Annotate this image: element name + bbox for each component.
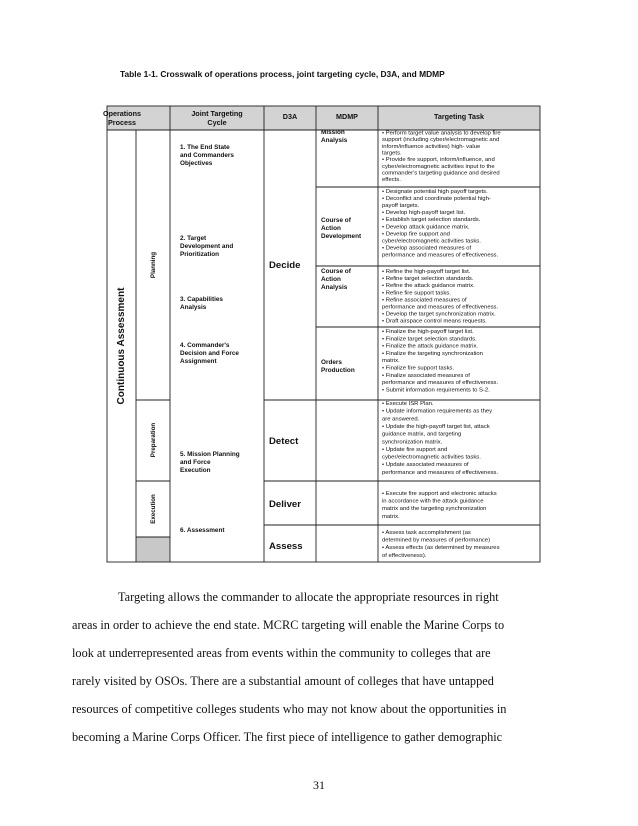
jtc-step-5-line3: Execution [180, 467, 211, 474]
task-line: inform/influence activities) high- value [382, 143, 481, 150]
d3a-assess: Assess [269, 541, 303, 552]
task-line: performance and measures of effectiveness. [382, 469, 499, 476]
task-line: • Finalize target selection standards. [382, 336, 477, 343]
mdmp-mission-analysis-line1: Mission [321, 129, 345, 136]
task-line: performance and measures of effectiveness. [382, 252, 499, 259]
phase-execution: Execution [150, 494, 157, 524]
header-jtc-line2: Cycle [207, 118, 227, 127]
task-line: targets. [382, 150, 402, 157]
task-line: • Designate potential high payoff targets. [382, 189, 488, 195]
task-line: are answered. [382, 416, 420, 423]
mdmp-coa-analysis-line1: Course of [321, 268, 351, 275]
task-line: • Update fire support and [382, 446, 448, 453]
phase-planning: Planning [150, 251, 157, 279]
task-line: • Develop fire support and [382, 231, 450, 238]
task-line: • Assess effects (as determined by measures [382, 545, 500, 552]
jtc-step-1-line3: Objectives [180, 160, 213, 167]
jtc-step-3-line1: 3. Capabilities [180, 296, 223, 303]
phase-preparation: Preparation [150, 422, 157, 458]
task-line: cyber/electromagnetic activities tasks. [382, 238, 481, 245]
task-line: cyber/electromagnetic activities input to the [382, 163, 495, 170]
table-caption: Table 1-1. Crosswalk of operations process, joint targeting cycle, D3A, and MDMP [120, 69, 445, 79]
page-number: 31 [313, 778, 325, 792]
task-line: in accordance with the attack guidance [382, 498, 484, 505]
header-ops-line2: Process [108, 118, 136, 127]
task-line: • Develop associated measures of [382, 245, 472, 252]
mdmp-orders-production-line1: Orders [321, 359, 342, 366]
task-coa-analysis [382, 269, 498, 325]
header-ops-line1: Operations [103, 109, 141, 118]
task-line: effects. [382, 177, 401, 184]
mdmp-coa-development-line2: Action [321, 225, 341, 232]
jtc-step-2-line1: 2. Target [180, 235, 207, 242]
task-line: cyber/electromagnetic activities tasks. [382, 454, 481, 461]
task-line: • Refine the attack guidance matrix. [382, 283, 475, 290]
task-line: • Finalize associated measures of [382, 372, 470, 379]
paragraph-line-1: Targeting allows the commander to allocate the appropriate resources in right [118, 590, 499, 604]
task-line: • Assess task accomplishment (as [382, 530, 471, 536]
jtc-step-2-line2: Development and [180, 243, 234, 250]
mdmp-coa-analysis-line3: Analysis [321, 284, 348, 291]
paragraph-line-2: areas in order to achieve the end state. MCRC targeting will enable the Marine Corps to [72, 618, 505, 632]
jtc-step-1-line1: 1. The End State [180, 144, 230, 151]
header-jtc-line1: Joint Targeting [191, 109, 243, 118]
jtc-step-2-line3: Prioritization [180, 251, 220, 258]
task-line: matrix and the targeting synchronization [382, 506, 487, 513]
paragraph-line-4: rarely visited by OSOs. There are a substantial amount of colleges that have untapped [72, 674, 494, 688]
task-line: • Refine fire support tasks. [382, 290, 451, 297]
task-line: payoff targets. [382, 203, 420, 210]
task-assess [382, 530, 500, 559]
mdmp-coa-development-line1: Course of [321, 217, 351, 224]
task-line: • Finalize fire support tasks. [382, 365, 455, 372]
d3a-detect: Detect [269, 436, 299, 447]
mdmp-coa-development-line3: Development [321, 233, 362, 240]
paragraph-line-6: becoming a Marine Corps Officer. The first piece of intelligence to gather demographic [72, 730, 503, 744]
task-line: matrix. [382, 513, 400, 520]
d3a-decide: Decide [269, 260, 301, 271]
task-line: performance and measures of effectiveness. [382, 304, 499, 311]
task-line: • Finalize the attack guidance matrix. [382, 343, 479, 350]
task-line: • Develop high-payoff target list. [382, 210, 466, 217]
task-line: performance and measures of effectiveness. [382, 380, 499, 387]
task-line: commander's targeting guidance and desired [382, 170, 500, 177]
task-deliver [382, 491, 497, 520]
task-line: • Update the high-payoff target list, attack [382, 423, 490, 430]
paragraph-line-5: resources of competitive colleges students who may not know about the opportunities in [72, 702, 507, 716]
d3a-deliver: Deliver [269, 499, 301, 510]
jtc-step-5-line2: and Force [180, 459, 211, 466]
task-line: • Execute ISR Plan. [382, 401, 434, 407]
task-line: of effectiveness). [382, 552, 427, 559]
task-mission-analysis [382, 131, 501, 184]
continuous-assessment-label: Continuous Assessment [116, 287, 127, 405]
task-line: guidance matrix, and targeting [382, 431, 462, 438]
task-line: • Develop the target synchronization matrix. [382, 311, 496, 318]
jtc-step-6: 6. Assessment [180, 527, 225, 534]
task-line: • Finalize the targeting synchronization [382, 350, 483, 357]
jtc-step-1-line2: and Commanders [180, 152, 234, 159]
task-line: • Establish target selection standards. [382, 217, 481, 224]
task-line: support (including cyber/electromagnetic and [382, 137, 500, 144]
task-line: matrix. [382, 358, 400, 365]
task-line: synchronization matrix. [382, 439, 443, 446]
header-mdmp: MDMP [336, 112, 358, 121]
mdmp-mission-analysis-line2: Analysis [321, 137, 348, 144]
task-line: • Deconflict and coordinate potential high- [382, 196, 491, 203]
mdmp-orders-production-line2: Production [321, 367, 355, 374]
task-line: • Refine the high-payoff target list. [382, 269, 471, 275]
task-line: • Develop attack guidance matrix. [382, 224, 470, 231]
header-d3a: D3A [282, 112, 298, 121]
task-line: • Update associated measures of [382, 462, 469, 469]
task-line: • Refine target selection standards. [382, 276, 474, 283]
task-orders-production [382, 329, 498, 393]
task-line: • Submit information requirements to S-2. [382, 387, 490, 394]
task-line: • Provide fire support, inform/influence, and [382, 157, 495, 164]
jtc-step-4-line1: 4. Commander's [180, 342, 230, 349]
task-line: • Draft airspace control means requests. [382, 318, 487, 325]
task-line: • Finalize the high-payoff target list. [382, 329, 474, 335]
mdmp-coa-analysis-line2: Action [321, 276, 341, 283]
task-line: • Execute fire support and electronic attacks [382, 491, 497, 497]
task-line: determined by measures of performance) [382, 537, 491, 544]
header-task: Targeting Task [433, 112, 485, 121]
jtc-step-5-line1: 5. Mission Planning [180, 451, 240, 458]
paragraph-line-3: look at underrepresented areas from events within the community to colleges that are [72, 646, 491, 660]
task-coa-development [382, 189, 498, 258]
task-line: • Refine associated measures of [382, 297, 467, 304]
shaded-cell [136, 537, 170, 562]
task-detect [382, 401, 498, 476]
jtc-step-4-line2: Decision and Force [180, 350, 239, 357]
jtc-step-3-line2: Analysis [180, 304, 207, 311]
task-line: • Perform target value analysis to develop fire [382, 130, 501, 137]
jtc-step-4-line3: Assignment [180, 358, 217, 365]
task-line: • Update information requirements as they [382, 408, 493, 415]
